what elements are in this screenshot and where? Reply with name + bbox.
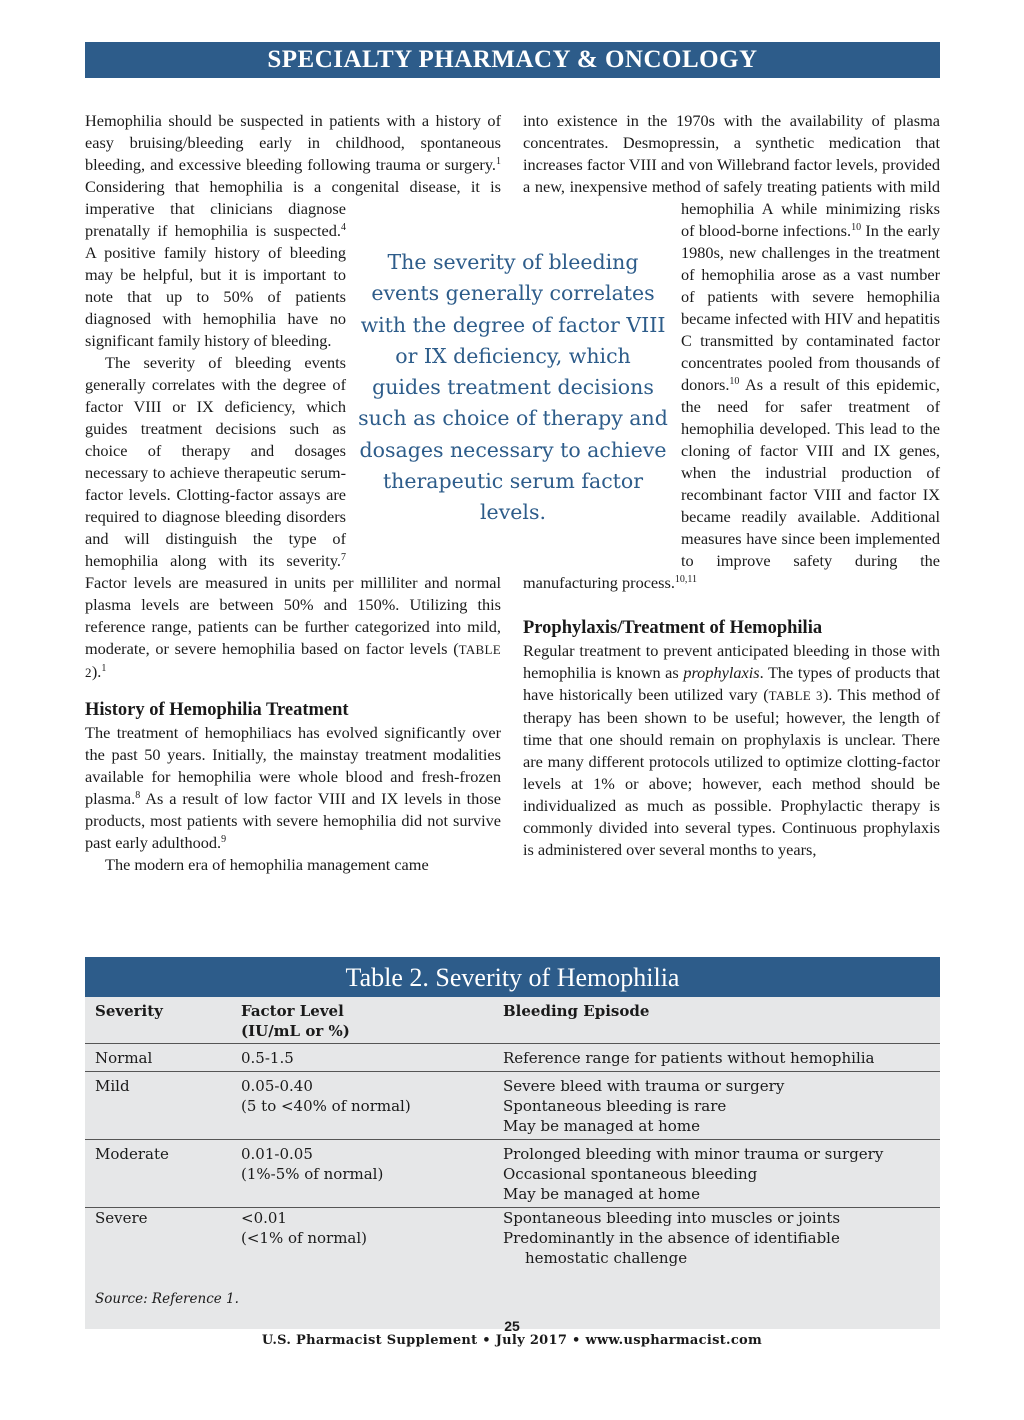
cell-severity: Moderate [95,1145,169,1163]
prophylaxis-heading: Prophylaxis/Treatment of Hemophilia [523,618,823,638]
severity-paragraph: The severity of bleeding events generally correlates with the degree of factor VIII or IX deficiency, which guides treatment decisions such as choice of therapy and dosages necessary to achieve therapeutic serum-factor levels. Clotting-factor assays are required to diagnose bleeding disorders and will distinguish the type of hemophilia along with its severity.$^7$ Factor levels are measured in units per milliliter and normal plasma levels are between 50% and 150%. Utilizing this reference range, patients can be further categorized into mild, moderate, or severe hemophilia based on factor levels (TABLE 2).$^1$ [85,353,501,681]
cell-severity: Normal [95,1049,153,1067]
severity-table [85,957,940,1329]
cell-severity: Mild [95,1077,130,1095]
table-row [85,1208,940,1275]
prophylaxis-paragraph: Regular treatment to prevent anticipated bleeding in those with hemophilia is known as prophylaxis. The types of products that have historically been utilized vary (TABLE 3). This method of therapy has been shown to be useful; however, the length of time that one should remain on prophylaxis is unclear. There are many different protocols utilized to optimize clotting-factor levels at 1% or above; however, each method should be individualized as much as possible. Prophylactic therapy is commonly divided into several types. Continuous prophylaxis is administered over several months to years, [523,641,940,859]
cell-factor: 0.01-0.05 (1%-5% of normal) [241,1145,384,1183]
cell-bleeding: Reference range for patients without hemophilia [503,1049,875,1067]
header-severity: Severity [95,1002,163,1020]
history-heading: History of Hemophilia Treatment [85,700,349,720]
section-header: SPECIALTY PHARMACY & ONCOLOGY [85,42,940,78]
table-row [85,1044,940,1072]
intro-paragraph: Hemophilia should be suspected in patients with a history of easy bruising/bleeding early in childhood, spontaneous bleeding, and excessive bleeding following trauma or surgery.$^1$ Considering that hemophilia is a congenital disease, it is imperative that clinicians diagnose prenatally if hemophilia is suspected.$^4$ A positive family history of bleeding may be helpful, but it is important to note that up to 50% of patients diagnosed with hemophilia have no significant family history of bleeding. [85,111,501,350]
cell-factor: <0.01 (<1% of normal) [241,1209,368,1247]
publication-footer: U.S. Pharmacist Supplement • July 2017 • www.uspharmacist.com [261,1333,763,1348]
header-factor-level: Factor Level (IU/mL or %) [241,1002,350,1040]
page-number: 25 [504,1318,520,1334]
table-row [85,1072,940,1140]
pull-quote: The severity of bleeding events generally correlates with the degree of factor VIII or IX deficiency, which guides treatment decisions such as choice of therapy and dosages necessary to achieve therapeutic serum factor levels. [358,250,668,525]
cell-bleeding: Prolonged bleeding with minor trauma or surgery Occasional spontaneous bleeding May be managed at home [503,1145,884,1203]
table-title: Table 2. Severity of Hemophilia [85,957,940,997]
header-bleeding-episode: Bleeding Episode [503,1002,650,1020]
table-source: Source: Reference 1. [95,1291,239,1307]
cell-bleeding: Spontaneous bleeding into muscles or joints Predominantly in the absence of identifiable hemostatic challenge [503,1209,841,1267]
table-header-row [85,997,940,1044]
table-row [85,1140,940,1208]
history-paragraph: The treatment of hemophiliacs has evolved significantly over the past 50 years. Initially, the mainstay treatment modalities available for hemophilia were whole blood and fresh-frozen plasma.$^8$ As a result of low factor VIII and IX levels in those products, most patients with severe hemophilia did not survive past early adulthood.$^9$ [85,723,501,852]
modern-era-paragraph: The modern era of hemophilia management came [105,855,429,874]
cell-severity: Severe [95,1209,148,1227]
cell-bleeding: Severe bleed with trauma or surgery Spontaneous bleeding is rare May be managed at home [503,1077,785,1135]
cell-factor: 0.05-0.40 (5 to <40% of normal) [241,1077,411,1115]
modern-era-continued: into existence in the 1970s with the availability of plasma concentrates. Desmopressin, a synthetic medication that increases factor VIII and von Willebrand factor levels, provided a new, inexpensive method of safely treating patients with mild hemophilia A while minimizing risks of blood-borne infections.$^{10}$ In the early 1980s, new challenges in the treatment of hemophilia arose as a vast number of patients with severe hemophilia became infected with HIV and hepatitis C transmitted by contaminated factor concentrates pooled from thousands of donors.$^{10}$ As a result of this epidemic, the need for safer treatment of hemophilia developed. This lead to the cloning of factor VIII and IX genes, when the industrial production of recombinant factor VIII and factor IX became readily available. Additional measures have since been implemented to improve safety during the manufacturing process.$^{10,11}$ [523,111,941,592]
cell-factor: 0.5-1.5 [241,1049,294,1067]
